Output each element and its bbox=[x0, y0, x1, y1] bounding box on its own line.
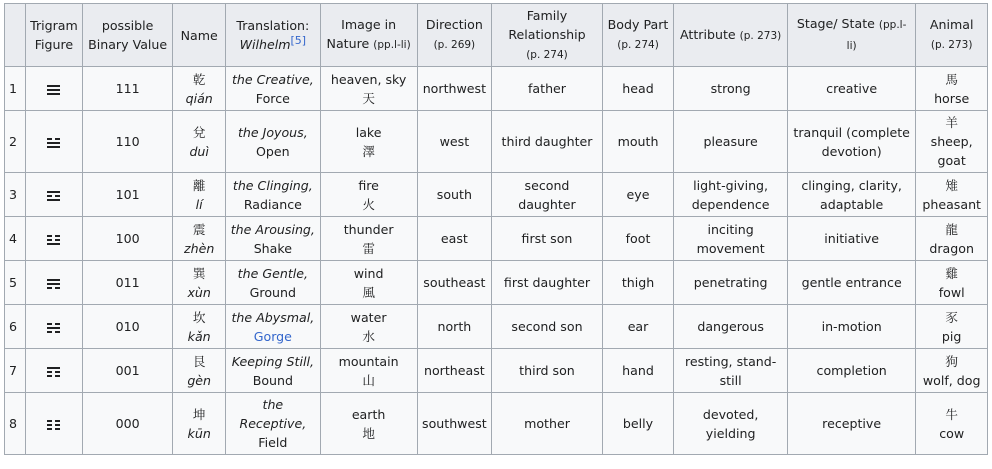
trigram-name bbox=[173, 305, 226, 349]
row-number: 5 bbox=[5, 261, 26, 305]
binary-value: 101 bbox=[82, 173, 173, 217]
family-relationship: mother bbox=[492, 393, 603, 455]
translation-title: the Receptive, bbox=[239, 397, 307, 431]
translation bbox=[225, 393, 320, 455]
header-family: Family Relationship (p. 274) bbox=[492, 4, 603, 67]
trigram-figure bbox=[26, 305, 83, 349]
stage-state: gentle entrance bbox=[787, 261, 915, 305]
stage-state: tranquil (complete devotion) bbox=[787, 111, 915, 173]
translation-title: the Joyous, bbox=[237, 124, 308, 140]
table-row bbox=[5, 67, 988, 111]
stage-state: creative bbox=[787, 67, 915, 111]
trigram-icon bbox=[47, 191, 60, 201]
pinyin: duì bbox=[189, 143, 209, 159]
binary-value: 100 bbox=[82, 217, 173, 261]
trigram-name bbox=[173, 173, 226, 217]
table-row bbox=[5, 349, 988, 393]
trigram-figure bbox=[26, 173, 83, 217]
hanzi: 坎 bbox=[192, 309, 206, 325]
body-part: eye bbox=[602, 173, 674, 217]
row-number: 2 bbox=[5, 111, 26, 173]
body-part: hand bbox=[602, 349, 674, 393]
trigram-icon bbox=[47, 367, 60, 377]
trigram-figure bbox=[26, 261, 83, 305]
animal: 狗 wolf, dog bbox=[916, 349, 988, 393]
table-row bbox=[5, 217, 988, 261]
hanzi: 乾 bbox=[192, 71, 206, 87]
trigram-icon bbox=[47, 138, 60, 148]
header-stage-state: Stage/ State (pp.l- li) bbox=[787, 4, 915, 67]
row-number: 1 bbox=[5, 67, 26, 111]
translation-word: Field bbox=[258, 435, 288, 450]
header-name: Name bbox=[173, 4, 226, 67]
trigram-icon bbox=[47, 279, 60, 289]
pinyin: kǎn bbox=[187, 328, 211, 344]
pinyin: zhèn bbox=[184, 240, 215, 256]
attribute: light-giving, dependence bbox=[674, 173, 788, 217]
trigram-name bbox=[173, 393, 226, 455]
translation-title: the Clinging, bbox=[232, 177, 313, 193]
direction: south bbox=[417, 173, 492, 217]
trigram-figure bbox=[26, 111, 83, 173]
trigram-name bbox=[173, 261, 226, 305]
trigram-figure bbox=[26, 393, 83, 455]
body-part: ear bbox=[602, 305, 674, 349]
stage-state: in-motion bbox=[787, 305, 915, 349]
body-part: foot bbox=[602, 217, 674, 261]
image-in-nature: water 水 bbox=[320, 305, 417, 349]
direction: northeast bbox=[417, 349, 492, 393]
family-relationship: second daughter bbox=[492, 173, 603, 217]
translation-word[interactable]: Gorge bbox=[253, 328, 292, 344]
header-index bbox=[5, 4, 26, 67]
binary-value: 000 bbox=[82, 393, 173, 455]
row-number: 3 bbox=[5, 173, 26, 217]
attribute: devoted, yielding bbox=[674, 393, 788, 455]
hanzi: 坤 bbox=[192, 406, 206, 422]
stage-state: clinging, clarity, adaptable bbox=[787, 173, 915, 217]
translation-title: the Creative, bbox=[231, 71, 314, 87]
trigram-figure bbox=[26, 67, 83, 111]
direction: southwest bbox=[417, 393, 492, 455]
translation bbox=[225, 67, 320, 111]
hanzi: 離 bbox=[192, 177, 206, 193]
body-part: belly bbox=[602, 393, 674, 455]
stage-state: receptive bbox=[787, 393, 915, 455]
translation bbox=[225, 217, 320, 261]
attribute: strong bbox=[674, 67, 788, 111]
row-number: 4 bbox=[5, 217, 26, 261]
translation-title: the Arousing, bbox=[230, 221, 315, 237]
pinyin: qián bbox=[185, 90, 213, 106]
translation-title: Keeping Still, bbox=[231, 353, 314, 369]
body-part: mouth bbox=[602, 111, 674, 173]
animal: 豕 pig bbox=[916, 305, 988, 349]
animal: 雞 fowl bbox=[916, 261, 988, 305]
pinyin: lí bbox=[195, 196, 203, 212]
pinyin: kūn bbox=[187, 425, 211, 441]
table-row bbox=[5, 111, 988, 173]
family-relationship: first daughter bbox=[492, 261, 603, 305]
row-number: 7 bbox=[5, 349, 26, 393]
trigram-icon bbox=[47, 323, 60, 333]
image-in-nature: wind 風 bbox=[320, 261, 417, 305]
translation bbox=[225, 173, 320, 217]
image-in-nature: mountain 山 bbox=[320, 349, 417, 393]
hanzi: 震 bbox=[192, 221, 206, 237]
attribute: penetrating bbox=[674, 261, 788, 305]
trigram-name bbox=[173, 111, 226, 173]
header-image-in-nature: Image in Nature (pp.l-li) bbox=[320, 4, 417, 67]
image-in-nature: fire 火 bbox=[320, 173, 417, 217]
direction: northwest bbox=[417, 67, 492, 111]
translation-word: Ground bbox=[249, 284, 296, 300]
trigram-icon bbox=[47, 235, 60, 245]
trigram-icon bbox=[47, 420, 60, 430]
translation-word: Bound bbox=[252, 372, 293, 388]
table-row bbox=[5, 393, 988, 455]
attribute: dangerous bbox=[674, 305, 788, 349]
header-animal: Animal (p. 273) bbox=[916, 4, 988, 67]
translation-word: Force bbox=[255, 90, 290, 106]
trigram-table bbox=[4, 3, 988, 455]
hanzi: 艮 bbox=[192, 353, 206, 369]
header-trigram: Trigram Figure bbox=[26, 4, 83, 67]
table-row bbox=[5, 261, 988, 305]
translation-word: Open bbox=[256, 143, 290, 159]
header-attribute: Attribute (p. 273) bbox=[674, 4, 788, 67]
family-relationship: third daughter bbox=[492, 111, 603, 173]
translation bbox=[225, 111, 320, 173]
animal: 雉 pheasant bbox=[916, 173, 988, 217]
image-in-nature: heaven, sky 天 bbox=[320, 67, 417, 111]
family-relationship: third son bbox=[492, 349, 603, 393]
header-direction: Direction (p. 269) bbox=[417, 4, 492, 67]
trigram-name bbox=[173, 217, 226, 261]
pinyin: gèn bbox=[187, 372, 212, 388]
stage-state: completion bbox=[787, 349, 915, 393]
direction: north bbox=[417, 305, 492, 349]
direction: west bbox=[417, 111, 492, 173]
trigram-name bbox=[173, 67, 226, 111]
header-body-part: Body Part (p. 274) bbox=[602, 4, 674, 67]
image-in-nature: thunder 雷 bbox=[320, 217, 417, 261]
pinyin: xùn bbox=[187, 284, 211, 300]
translation-word: Radiance bbox=[243, 196, 302, 212]
hanzi: 巽 bbox=[192, 265, 206, 281]
translation-title: the Abysmal, bbox=[231, 309, 315, 325]
trigram-figure bbox=[26, 217, 83, 261]
animal: 羊 sheep, goat bbox=[916, 111, 988, 173]
attribute: inciting movement bbox=[674, 217, 788, 261]
binary-value: 111 bbox=[82, 67, 173, 111]
direction: southeast bbox=[417, 261, 492, 305]
family-relationship: first son bbox=[492, 217, 603, 261]
stage-state: initiative bbox=[787, 217, 915, 261]
row-number: 6 bbox=[5, 305, 26, 349]
translation-title: the Gentle, bbox=[237, 265, 309, 281]
trigram-name bbox=[173, 349, 226, 393]
binary-value: 011 bbox=[82, 261, 173, 305]
translation bbox=[225, 349, 320, 393]
header-binary: possible Binary Value bbox=[82, 4, 173, 67]
header-translation: Translation: Wilhelm[5] bbox=[225, 4, 320, 67]
family-relationship: second son bbox=[492, 305, 603, 349]
trigram-icon bbox=[47, 85, 60, 95]
image-in-nature: lake 澤 bbox=[320, 111, 417, 173]
translation-word: Shake bbox=[253, 240, 292, 256]
animal: 牛 cow bbox=[916, 393, 988, 455]
table-row bbox=[5, 173, 988, 217]
reference-link[interactable]: [5] bbox=[290, 33, 307, 47]
body-part: head bbox=[602, 67, 674, 111]
header-row bbox=[5, 4, 988, 67]
attribute: pleasure bbox=[674, 111, 788, 173]
binary-value: 001 bbox=[82, 349, 173, 393]
hanzi: 兌 bbox=[192, 124, 206, 140]
animal: 龍 dragon bbox=[916, 217, 988, 261]
image-in-nature: earth 地 bbox=[320, 393, 417, 455]
binary-value: 110 bbox=[82, 111, 173, 173]
body-part: thigh bbox=[602, 261, 674, 305]
row-number: 8 bbox=[5, 393, 26, 455]
translation bbox=[225, 261, 320, 305]
trigram-figure bbox=[26, 349, 83, 393]
animal: 馬 horse bbox=[916, 67, 988, 111]
table-row bbox=[5, 305, 988, 349]
direction: east bbox=[417, 217, 492, 261]
attribute: resting, stand-still bbox=[674, 349, 788, 393]
binary-value: 010 bbox=[82, 305, 173, 349]
translation bbox=[225, 305, 320, 349]
family-relationship: father bbox=[492, 67, 603, 111]
